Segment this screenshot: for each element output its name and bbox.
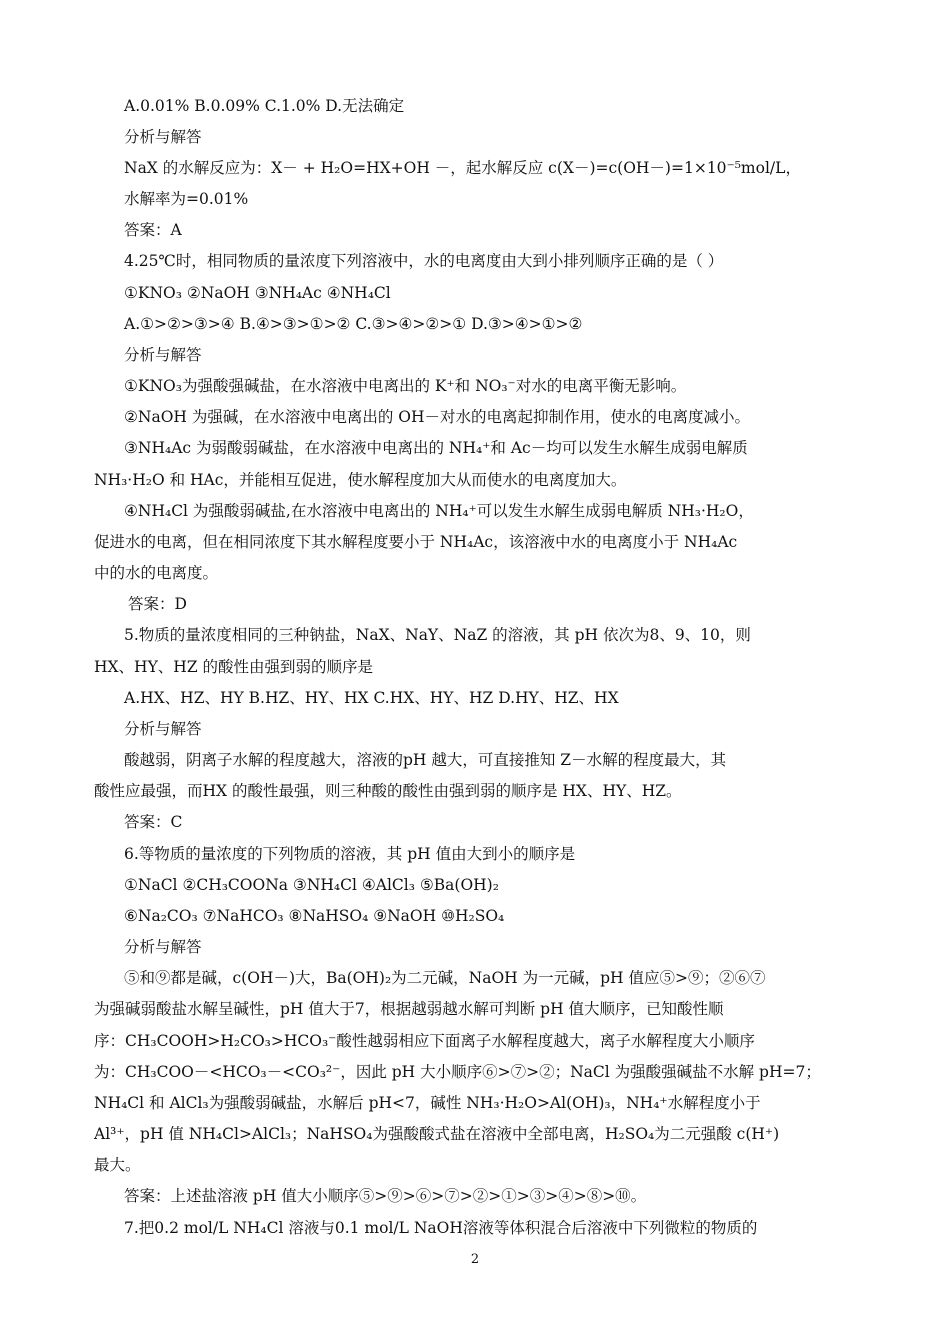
q3-analysis-line: NaX 的水解反应为：X－ + H₂O=HX+OH －，起水解反应 c(X－)=c(OH－)=1×10⁻⁵mol/L， <box>124 159 801 177</box>
q5-analysis-line: 酸越弱，阴离子水解的程度越大，溶液的pH 越大，可直接推知 Z－水解的程度最大，其 <box>124 751 727 769</box>
q5-analysis-line: 酸性应最强，而HX 的酸性最强，则三种酸的酸性由强到弱的顺序是 HX、HY、HZ。 <box>94 782 682 800</box>
analysis-heading: 分析与解答 <box>124 346 202 364</box>
analysis-heading: 分析与解答 <box>124 128 202 146</box>
q4-analysis-line: 促进水的电离，但在相同浓度下其水解程度要小于 NH₄Ac，该溶液中水的电离度小于 NH₄Ac <box>94 533 738 551</box>
q4-analysis-line: ②NaOH 为强碱，在水溶液中电离出的 OH－对水的电离起抑制作用，使水的电离度减小。 <box>124 408 751 426</box>
q7-stem: 7.把0.2 mol/L NH₄Cl 溶液与0.1 mol/L NaOH溶液等体积混合后溶液中下列微粒的物质的 <box>124 1219 758 1237</box>
q3-answer: 答案：A <box>124 221 182 239</box>
q4-analysis-line: NH₃·H₂O 和 HAc，并能相互促进，使水解程度加大从而使水的电离度加大。 <box>94 471 627 489</box>
q6-items: ①NaCl ②CH₃COONa ③NH₄Cl ④AlCl₃ ⑤Ba(OH)₂ <box>124 876 499 894</box>
q3-options: A.0.01% B.0.09% C.1.0% D.无法确定 <box>124 97 405 115</box>
q3-analysis-line: 水解率为=0.01% <box>124 190 249 208</box>
q4-analysis-line: ③NH₄Ac 为弱酸弱碱盐，在水溶液中电离出的 NH₄⁺和 Ac－均可以发生水解生成弱电解质 <box>124 439 748 457</box>
q4-analysis-line: ①KNO₃为强酸强碱盐，在水溶液中电离出的 K⁺和 NO₃⁻对水的电离平衡无影响。 <box>124 377 687 395</box>
q6-analysis-line: 最大。 <box>94 1156 141 1174</box>
q4-options: A.①>②>③>④ B.④>③>①>② C.③>④>②>① D.③>④>①>② <box>124 315 583 333</box>
q6-answer: 答案：上述盐溶液 pH 值大小顺序⑤>⑨>⑥>⑦>②>①>③>④>⑧>⑩。 <box>124 1187 647 1205</box>
q4-analysis-line: ④NH₄Cl 为强酸弱碱盐,在水溶液中电离出的 NH₄⁺可以发生水解生成弱电解质 NH₃·H₂O， <box>124 502 754 520</box>
q5-options: A.HX、HZ、HY B.HZ、HY、HX C.HX、HY、HZ D.HY、HZ、HX <box>124 689 619 707</box>
analysis-heading: 分析与解答 <box>124 938 202 956</box>
q6-analysis-line: 序：CH₃COOH>H₂CO₃>HCO₃⁻酸性越弱相应下面离子水解程度越大，离子水解程度大小顺序 <box>94 1032 755 1050</box>
q6-analysis-line: 为：CH₃COO－<HCO₃－<CO₃²⁻，因此 pH 大小顺序⑥>⑦>②；NaCl 为强酸强碱盐不水解 pH=7； <box>94 1063 821 1081</box>
q4-analysis-line: 中的水的电离度。 <box>94 564 219 582</box>
q5-answer: 答案：C <box>124 813 183 831</box>
q6-analysis-line: 为强碱弱酸盐水解呈碱性，pH 值大于7，根据越弱越水解可判断 pH 值大顺序，已知酸性顺 <box>94 1000 724 1018</box>
q6-analysis-line: Al³⁺，pH 值 NH₄Cl>AlCl₃；NaHSO₄为强酸酸式盐在溶液中全部电离，H₂SO₄为二元强酸 c(H⁺) <box>94 1125 780 1143</box>
q4-stem: 4.25℃时，相同物质的量浓度下列溶液中，水的电离度由大到小排列顺序正确的是（ ） <box>124 252 724 270</box>
q4-answer: 答案：D <box>128 595 187 613</box>
analysis-heading: 分析与解答 <box>124 720 202 738</box>
q6-stem: 6.等物质的量浓度的下列物质的溶液，其 pH 值由大到小的顺序是 <box>124 845 576 863</box>
q5-stem: HX、HY、HZ 的酸性由强到弱的顺序是 <box>94 658 374 676</box>
q5-stem: 5.物质的量浓度相同的三种钠盐，NaX、NaY、NaZ 的溶液，其 pH 依次为8、9、10，则 <box>124 626 751 644</box>
page-number: 2 <box>470 1252 480 1267</box>
q6-analysis-line: ⑤和⑨都是碱，c(OH－)大，Ba(OH)₂为二元碱，NaOH 为一元碱，pH 值应⑤>⑨；②⑥⑦ <box>124 969 766 987</box>
q4-items: ①KNO₃ ②NaOH ③NH₄Ac ④NH₄Cl <box>124 284 391 302</box>
q6-analysis-line: NH₄Cl 和 AlCl₃为强酸弱碱盐，水解后 pH<7，碱性 NH₃·H₂O>Al(OH)₃，NH₄⁺水解程度小于 <box>94 1094 761 1112</box>
q6-items: ⑥Na₂CO₃ ⑦NaHCO₃ ⑧NaHSO₄ ⑨NaOH ⑩H₂SO₄ <box>124 907 505 925</box>
